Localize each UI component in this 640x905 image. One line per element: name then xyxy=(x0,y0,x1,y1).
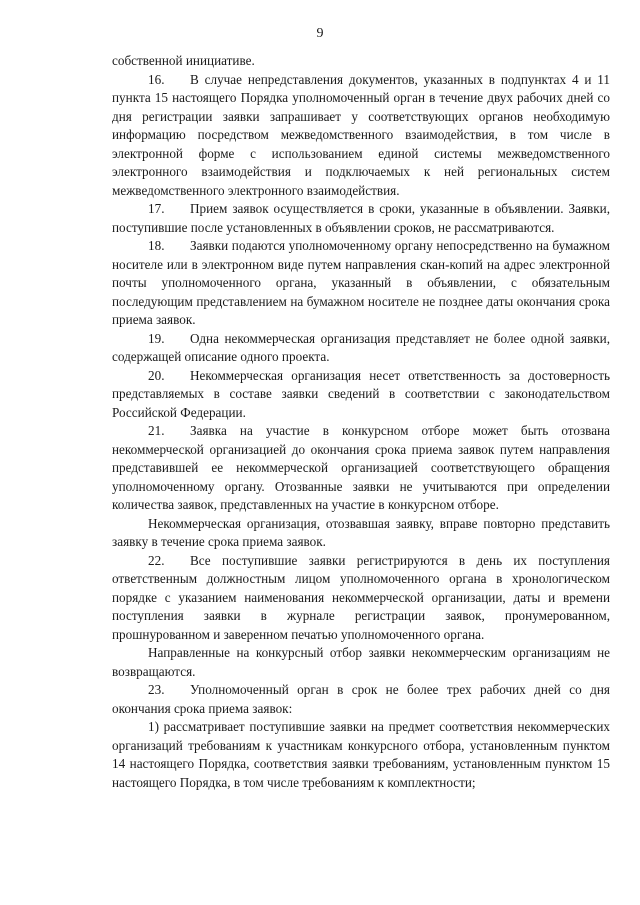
paragraph-number: 23. xyxy=(148,682,165,697)
paragraph-text: 1) рассматривает поступившие заявки на предмет соответствия некоммерческих организаций требованиям к участникам конкурсного отбора, установленным пунктом 14 настоящего Порядка, соответствия заявки требованиям, установленным пунктом 15 настоящего Порядка, в том числе требованиям к комплектности; xyxy=(112,719,610,790)
paragraph-text: собственной инициативе. xyxy=(112,53,255,68)
paragraph-text: Прием заявок осуществляется в сроки, указанные в объявлении. Заявки, поступившие после установленных в объявлении сроков, не рассматриваются. xyxy=(112,201,610,235)
paragraph-16 xyxy=(112,71,610,201)
paragraph-text: Все поступившие заявки регистрируются в день их поступления ответственным должностным лицом уполномоченного органа в хронологическом порядке с указанием наименования некоммерческой организации, даты и времени поступления заявки в журнале регистрации заявок, пронумерованном, прошнурованном и заверенном печатью уполномоченного органа. xyxy=(112,552,610,642)
paragraph-number: 17. xyxy=(148,201,165,216)
paragraph-number: 18. xyxy=(148,238,165,253)
paragraph-17 xyxy=(112,200,610,237)
paragraph-number: 19. xyxy=(148,330,165,346)
paragraph-text: Некоммерческая организация, отозвавшая заявку, вправе повторно представить заявку в течение срока приема заявок. xyxy=(112,515,610,549)
paragraph-number: 20. xyxy=(148,367,165,383)
paragraph-20 xyxy=(112,367,610,423)
subparagraph-23-1 xyxy=(112,718,610,792)
paragraph-text: Направленные на конкурсный отбор заявки некоммерческим организациям не возвращаются. xyxy=(112,645,610,679)
paragraph-23 xyxy=(112,681,610,718)
paragraph-text: Уполномоченный орган в срок не более трех рабочих дней со дня окончания срока приема заявок: xyxy=(112,682,610,716)
paragraph-text: Заявки подаются уполномоченному органу непосредственно на бумажном носителе или в электронном виде путем направления скан-копий на адрес электронной почты уполномоченного органа, указанный в объявлении, с обязательным последующим представлением на бумажном носителе не позднее даты окончания срока приема заявок. xyxy=(112,238,610,327)
paragraph-text: Одна некоммерческая организация представляет не более одной заявки, содержащей описание одного проекта. xyxy=(112,330,610,364)
paragraph-number: 22. xyxy=(148,552,165,568)
paragraph-21-continued xyxy=(112,515,610,552)
paragraph-text: Некоммерческая организация несет ответственность за достоверность представляемых в составе заявки сведений в соответствии с законодательством Российской Федерации. xyxy=(112,367,610,420)
paragraph-continuation xyxy=(112,52,610,71)
document-body xyxy=(112,52,610,792)
paragraph-number: 16. xyxy=(148,71,165,87)
paragraph-number: 21. xyxy=(148,423,165,438)
paragraph-22-continued xyxy=(112,644,610,681)
paragraph-18 xyxy=(112,237,610,330)
paragraph-19 xyxy=(112,330,610,367)
paragraph-text: В случае непредставления документов, указанных в подпунктах 4 и 11 пункта 15 настоящего Порядка уполномоченный орган в течение двух рабочих дней со дня регистрации заявки запрашивает у соответствующих органов необходимую информацию посредством межведомственного взаимодействия, в том числе в электронной форме с использованием единой системы межведомственного электронного взаимодействия и подключаемых к ней региональных систем межведомственного электронного взаимодействия. xyxy=(112,71,610,198)
paragraph-22 xyxy=(112,552,610,645)
page-number: 9 xyxy=(316,26,324,41)
paragraph-text: Заявка на участие в конкурсном отборе может быть отозвана некоммерческой организацией до окончания срока приема заявок путем направления представившей ее некоммерческой организацией соответствующего обращения уполномоченному органу. Отозванные заявки не учитываются при определении количества заявок, представленных на участие в конкурсном отборе. xyxy=(112,423,610,512)
paragraph-21 xyxy=(112,422,610,515)
